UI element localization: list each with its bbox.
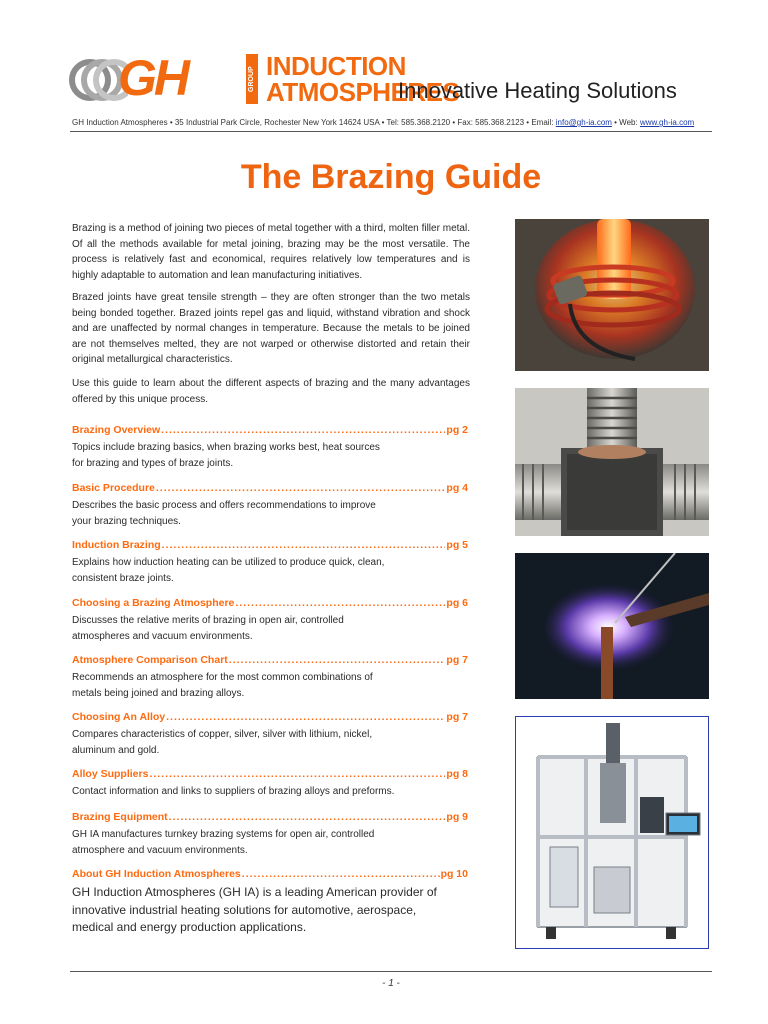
photo-brazed-fitting [515, 388, 709, 536]
toc-page: pg 8 [446, 768, 468, 780]
logo-atmospheres: ATMOSPHERES [266, 77, 460, 107]
brazed-fitting-image [515, 388, 709, 536]
toc-title[interactable]: About GH Induction Atmospheres [72, 868, 241, 880]
toc-page: pg 7 [446, 654, 468, 666]
toc-page: pg 6 [446, 597, 468, 609]
web-label: • Web: [611, 118, 640, 127]
toc-title[interactable]: Alloy Suppliers [72, 768, 149, 780]
induction-coil-image [515, 219, 709, 371]
photo-torch-brazing [515, 553, 709, 699]
toc-description: GH IA manufactures turnkey brazing systems for open air, controlled atmosphere and vacuum environments. [72, 829, 375, 856]
logo-gh-letters: GH [118, 50, 187, 106]
torch-brazing-image [515, 553, 709, 699]
company-logo [68, 50, 460, 110]
photo-induction-coil [515, 219, 709, 371]
toc-title[interactable]: Brazing Equipment [72, 811, 168, 823]
intro-paragraph-3: Use this guide to learn about the different aspects of brazing and the many advantages offered by this unique process. [72, 378, 470, 405]
toc-title[interactable]: Induction Brazing [72, 539, 161, 551]
logo-group-tag: GROUP [246, 54, 258, 104]
page-title: The Brazing Guide [240, 158, 542, 196]
toc-entry-basic-procedure[interactable] [72, 481, 468, 529]
toc-title[interactable]: Basic Procedure [72, 482, 155, 494]
logo-induction: INDUCTION [266, 51, 406, 81]
toc-entry-choosing-alloy[interactable] [72, 710, 468, 758]
toc-entry-induction-brazing[interactable] [72, 538, 468, 586]
toc-page: pg 5 [446, 539, 468, 551]
toc-entry-alloy-suppliers[interactable] [72, 767, 468, 800]
toc-description: Contact information and links to suppliers of brazing alloys and preforms. [72, 786, 395, 797]
toc-description: Explains how induction heating can be utilized to produce quick, clean, consistent braze joints. [72, 557, 385, 584]
toc-description: Discusses the relative merits of brazing in open air, controlled atmospheres and vacuum environments. [72, 615, 344, 642]
header-divider [70, 131, 712, 132]
toc-page: pg 9 [446, 811, 468, 823]
toc-entry-brazing-atmosphere[interactable] [72, 596, 468, 644]
toc-page: pg 2 [446, 424, 468, 436]
toc-title[interactable]: Atmosphere Comparison Chart [72, 654, 228, 666]
toc-title[interactable]: Choosing a Brazing Atmosphere [72, 597, 235, 609]
footer-divider [70, 971, 712, 972]
address-text: GH Induction Atmospheres • 35 Industrial Park Circle, Rochester New York 14624 USA • Tel: 585.368.2120 • Fax: 585.368.2123 • Email: [72, 118, 556, 127]
toc-description: Compares characteristics of copper, silver, silver with lithium, nickel, aluminum and gold. [72, 729, 373, 756]
page-number: - 1 - [382, 978, 400, 989]
toc-title[interactable]: Brazing Overview [72, 424, 161, 436]
toc-entry-comparison-chart[interactable] [72, 653, 468, 701]
email-link[interactable]: info@gh-ia.com [555, 118, 612, 127]
toc-page: pg 10 [440, 868, 468, 880]
intro-paragraph-2: Brazed joints have great tensile strength – they are often stronger than the two metals being bonded together. Brazed joints repel gas and liquid, withstand vibration and shock and are unaffected by normal changes in temperature. Because the metals to be joined are not themselves melted, they are not warped or otherwise distorted and retain their original metallurgical characteristics. [72, 292, 470, 366]
toc-description: Topics include brazing basics, when brazing works best, heat sources for brazing and types of braze joints. [72, 442, 380, 469]
toc-page: pg 4 [446, 482, 468, 494]
toc-entry-brazing-overview[interactable] [72, 423, 468, 471]
toc-description: Recommends an atmosphere for the most common combinations of metals being joined and brazing alloys. [72, 672, 373, 699]
contact-address [72, 118, 694, 127]
web-link[interactable]: www.gh-ia.com [639, 118, 695, 127]
toc-description: GH Induction Atmospheres (GH IA) is a leading American provider of innovative industrial heating solutions for automotive, aerospace, medical and energy production applications. [72, 885, 437, 934]
tagline: Innovative Heating Solutions [398, 78, 677, 103]
toc-entry-brazing-equipment[interactable] [72, 810, 468, 858]
toc-entry-about-gh[interactable] [72, 867, 468, 937]
toc-description: Describes the basic process and offers recommendations to improve your brazing techniques. [72, 500, 376, 527]
toc-page: pg 7 [446, 711, 468, 723]
toc-title[interactable]: Choosing An Alloy [72, 711, 166, 723]
photo-brazing-system [515, 716, 709, 949]
brazing-system-image [516, 717, 708, 948]
intro-paragraph-1: Brazing is a method of joining two pieces of metal together with a third, molten filler metal. Of all the methods available for metal joining, brazing may be the most versatile. The process is relatively fast and economical, requires relatively low temperatures and is highly adaptable to automation and lean manufacturing initiatives. [72, 223, 470, 281]
